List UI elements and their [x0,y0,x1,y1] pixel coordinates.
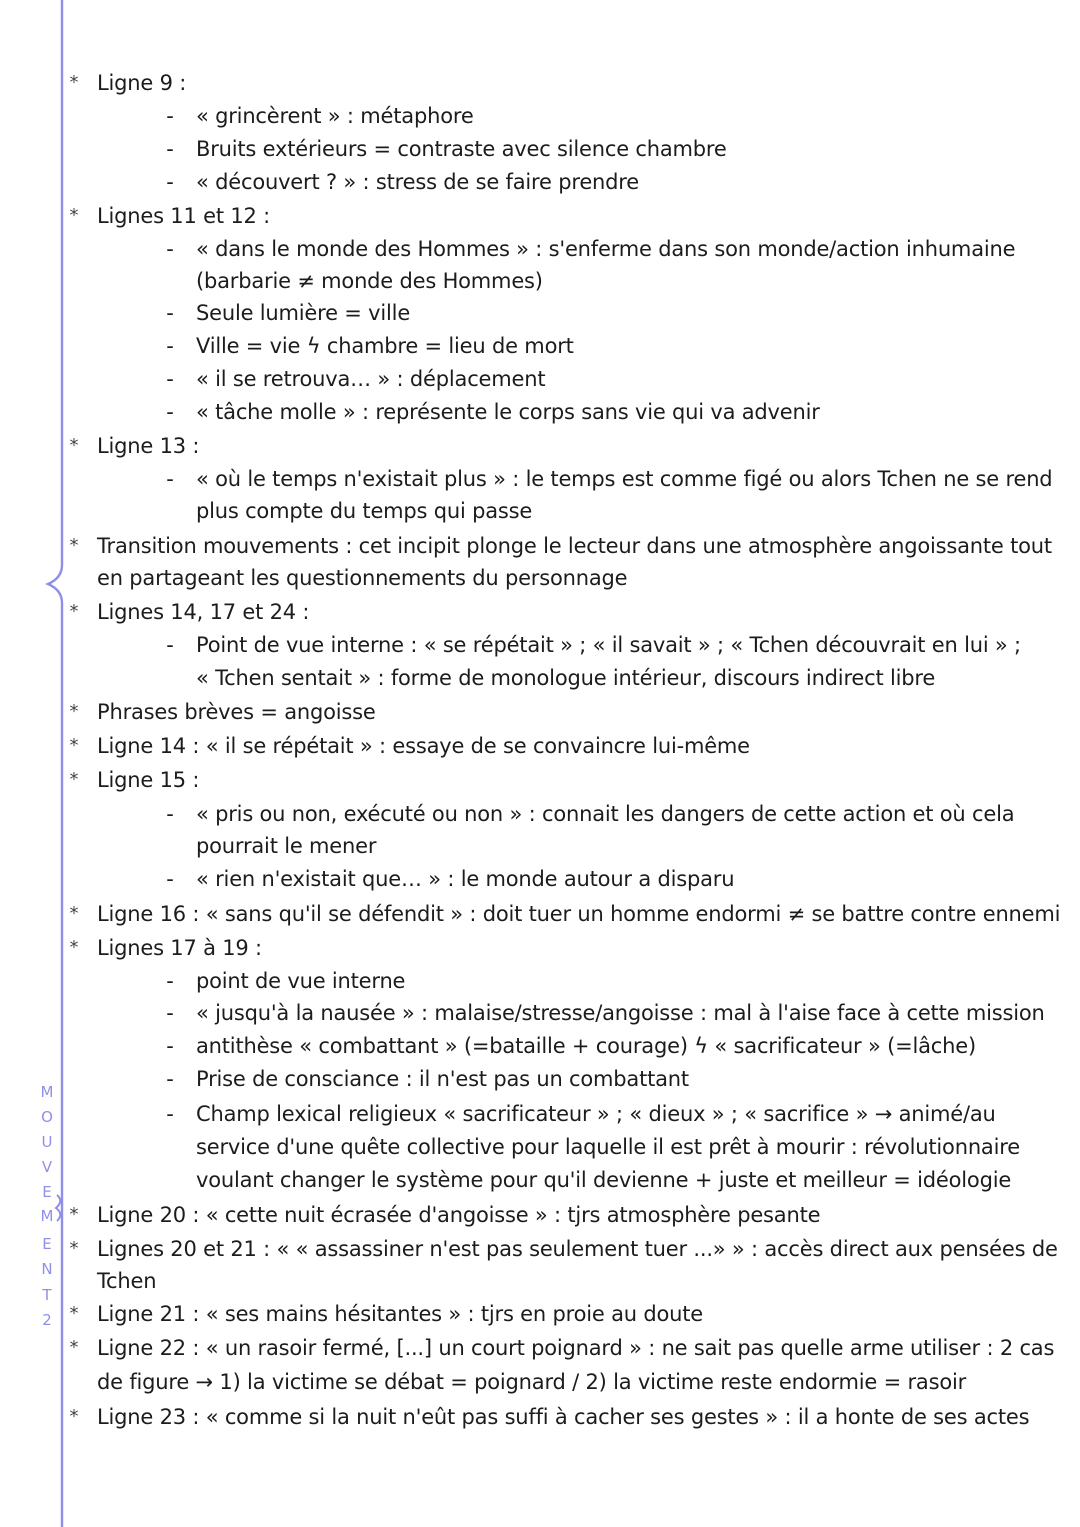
note-bullet-text: Ligne 22 : « un rasoir fermé, [...] un court poignard » : ne sait pas quelle arme utiliser : 2 cas [97,1336,1055,1360]
bullet-asterisk-icon: * [69,937,79,958]
note-line [0,863,1080,895]
note-bullet-text: Ligne 9 : [97,71,187,95]
note-line [0,1164,1080,1196]
note-line [0,662,1080,694]
margin-letter: U [41,1133,53,1151]
note-dash-text: Seule lumière = ville [196,301,411,325]
dash-marker: - [166,400,174,424]
note-line [0,1332,1080,1364]
note-dash-text: Ville = vie ϟ chambre = lieu de mort [196,334,574,358]
dash-marker: - [166,1001,174,1025]
note-line [0,898,1080,930]
note-continuation-text: voulant changer le système pour qu'il devienne + juste et meilleur = idéologie [196,1168,1012,1192]
dash-marker: - [166,170,174,194]
note-line [0,730,1080,762]
note-line [0,1098,1080,1130]
note-dash-text: « grincèrent » : métaphore [196,104,474,128]
note-dash-text: « pris ou non, exécuté ou non » : connait les dangers de cette action et où cela [196,802,1015,826]
note-bullet-text: Ligne 16 : « sans qu'il se défendit » : doit tuer un homme endormi ≠ se battre contre ennemi [97,902,1061,926]
note-dash-text: Bruits extérieurs = contraste avec silence chambre [196,137,727,161]
note-bullet-text: Lignes 11 et 12 : [97,204,271,228]
margin-letter: N [41,1260,53,1278]
dash-marker: - [166,301,174,325]
note-line [0,764,1080,796]
note-dash-text: « il se retrouva… » : déplacement [196,367,546,391]
note-bullet-text: Transition mouvements : cet incipit plonge le lecteur dans une atmosphère angoissante tout [97,534,1052,558]
dash-marker: - [166,1067,174,1091]
bullet-asterisk-icon: * [69,601,79,622]
bullet-asterisk-icon: * [69,735,79,756]
note-continuation-text: « Tchen sentait » : forme de monologue intérieur, discours indirect libre [196,666,936,690]
note-line [0,200,1080,232]
bullet-asterisk-icon: * [69,1337,79,1358]
note-line [0,1366,1080,1398]
bullet-asterisk-icon: * [69,701,79,722]
note-continuation-text: de figure → 1) la victime se débat = poignard / 2) la victime reste endormie = rasoir [97,1370,967,1394]
note-line [0,932,1080,964]
bullet-asterisk-icon: * [69,1238,79,1259]
note-line [0,133,1080,165]
note-bullet-text: Ligne 14 : « il se répétait » : essaye de se convaincre lui-même [97,734,750,758]
note-line [0,629,1080,661]
note-bullet-text: Lignes 17 à 19 : [97,936,262,960]
margin-letter: 2 [42,1311,52,1329]
note-continuation-text: service d'une quête collective pour laquelle il est prêt à mourir : révolutionnaire [196,1135,1020,1159]
note-bullet-text: Ligne 23 : « comme si la nuit n'eût pas suffi à cacher ses gestes » : il a honte de ses actes [97,1405,1030,1429]
bullet-asterisk-icon: * [69,1204,79,1225]
dash-marker: - [166,237,174,261]
dash-marker: - [166,104,174,128]
note-line [0,233,1080,265]
dash-marker: - [166,1034,174,1058]
note-line [0,1199,1080,1231]
dash-marker: - [166,334,174,358]
note-line [0,330,1080,362]
note-dash-text: « rien n'existait que… » : le monde autour a disparu [196,867,735,891]
note-bullet-text: Ligne 21 : « ses mains hésitantes » : tjrs en proie au doute [97,1302,703,1326]
note-bullet-text: Ligne 13 : [97,434,200,458]
note-line [0,1063,1080,1095]
note-dash-text: « jusqu'à la nausée » : malaise/stresse/angoisse : mal à l'aise face à cette mission [196,1001,1045,1025]
note-line [0,530,1080,562]
note-dash-text: antithèse « combattant » (=bataille + courage) ϟ « sacrificateur » (=lâche) [196,1034,976,1058]
bullet-asterisk-icon: * [69,435,79,456]
margin-letter: M [40,1207,54,1225]
note-continuation-text: plus compte du temps qui passe [196,499,533,523]
dash-marker: - [166,867,174,891]
note-continuation-text: pourrait le mener [196,834,377,858]
note-line [0,265,1080,297]
note-line [0,297,1080,329]
bullet-asterisk-icon: * [69,1406,79,1427]
note-line [0,396,1080,428]
note-line [0,1298,1080,1330]
note-dash-text: « où le temps n'existait plus » : le temps est comme figé ou alors Tchen ne se rend [196,467,1053,491]
note-dash-text: « tâche molle » : représente le corps sans vie qui va advenir [196,400,820,424]
note-line [0,1131,1080,1163]
bullet-asterisk-icon: * [69,769,79,790]
dash-marker: - [166,137,174,161]
dash-marker: - [166,1102,174,1126]
note-dash-text: « découvert ? » : stress de se faire prendre [196,170,639,194]
note-line [0,1265,1080,1297]
note-continuation-text: Tchen [97,1269,157,1293]
note-bullet-text: Lignes 20 et 21 : « « assassiner n'est pas seulement tuer ...» » : accès direct aux pensées de [97,1237,1058,1261]
note-line [0,166,1080,198]
note-line [0,495,1080,527]
note-line [0,67,1080,99]
dash-marker: - [166,802,174,826]
dash-marker: - [166,633,174,657]
note-bullet-text: Ligne 15 : [97,768,200,792]
note-dash-text: Champ lexical religieux « sacrificateur » ; « dieux » ; « sacrifice » → animé/au [196,1102,996,1126]
note-line [0,430,1080,462]
dash-marker: - [166,367,174,391]
margin-letter: T [42,1286,52,1304]
bullet-asterisk-icon: * [69,205,79,226]
margin-letter: E [42,1235,52,1253]
note-line [0,1030,1080,1062]
note-dash-text: Point de vue interne : « se répétait » ; « il savait » ; « Tchen découvrait en lui » ; [196,633,1021,657]
note-dash-text: point de vue interne [196,969,406,993]
bullet-asterisk-icon: * [69,535,79,556]
margin-letter: O [41,1108,53,1126]
margin-letter: M [40,1083,54,1101]
note-line [0,798,1080,830]
note-line [0,1401,1080,1433]
note-line [0,363,1080,395]
note-line [0,696,1080,728]
bullet-asterisk-icon: * [69,903,79,924]
note-dash-text: « dans le monde des Hommes » : s'enferme dans son monde/action inhumaine [196,237,1016,261]
note-line [0,830,1080,862]
note-line [0,562,1080,594]
note-bullet-text: Phrases brèves = angoisse [97,700,376,724]
note-line [0,100,1080,132]
note-continuation-text: en partageant les questionnements du personnage [97,566,628,590]
note-bullet-text: Ligne 20 : « cette nuit écrasée d'angoisse » : tjrs atmosphère pesante [97,1203,821,1227]
note-bullet-text: Lignes 14, 17 et 24 : [97,600,310,624]
margin-letter: V [41,1158,53,1176]
bullet-asterisk-icon: * [69,1303,79,1324]
dash-marker: - [166,969,174,993]
note-line [0,997,1080,1029]
note-line [0,596,1080,628]
note-dash-text: Prise de consciance : il n'est pas un combattant [196,1067,689,1091]
note-continuation-text: (barbarie ≠ monde des Hommes) [196,269,543,293]
note-line [0,463,1080,495]
note-line [0,965,1080,997]
dash-marker: - [166,467,174,491]
bullet-asterisk-icon: * [69,72,79,93]
margin-letter: E [42,1183,52,1201]
note-line [0,1233,1080,1265]
